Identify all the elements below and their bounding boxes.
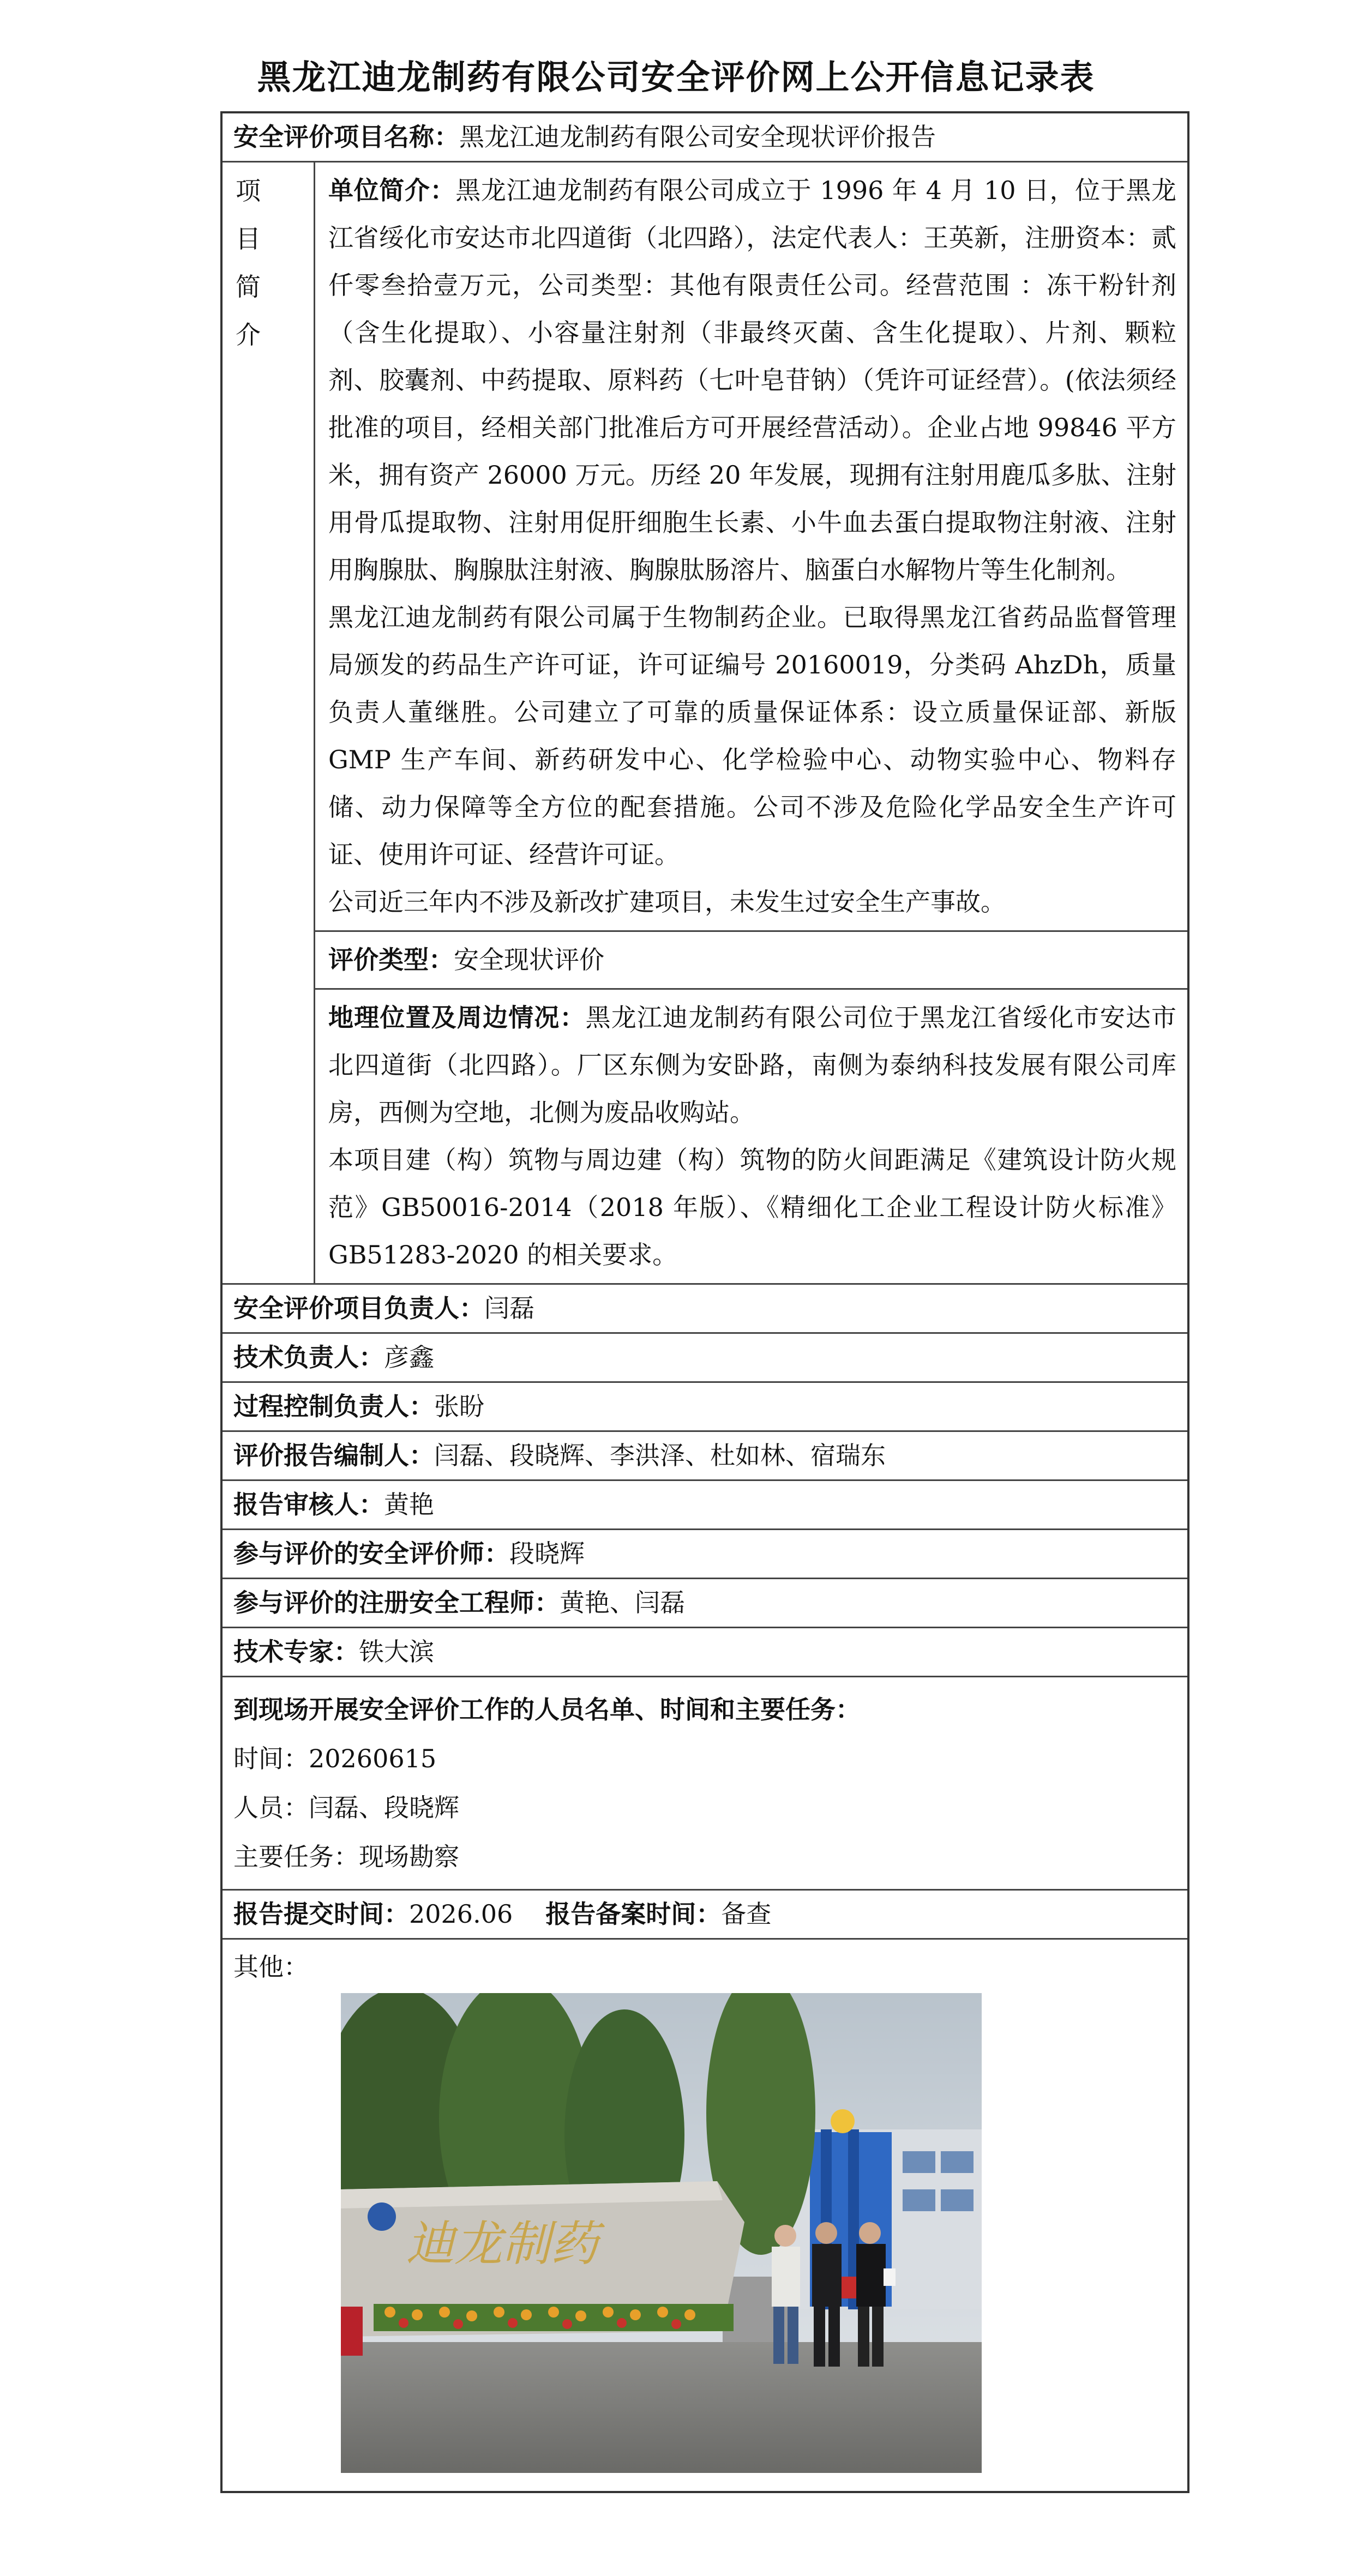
registered-engineer-row xyxy=(223,1579,1187,1628)
tech-leader-label: 技术负责人： xyxy=(233,1343,384,1372)
location-text-2: 本项目建（构）筑物与周边建（构）筑物的防火间距满足《建筑设计防火规范》GB50016-2014（2018 年版）、《精细化工企业工程设计防火标准》 GB51283-2020 的相关要求。 xyxy=(328,1145,1176,1269)
report-reviewer-value: 黄艳 xyxy=(384,1490,434,1519)
unit-intro-text-3: 公司近三年内不涉及新改扩建项目，未发生过安全生产事故。 xyxy=(328,887,1006,917)
unit-intro-label: 单位简介： xyxy=(328,176,456,205)
report-authors-row xyxy=(223,1432,1187,1481)
tech-expert-value: 铁大滨 xyxy=(359,1637,434,1666)
intro-side-label-1: 项 目 xyxy=(236,176,277,254)
onsite-staff: 人员：闫磊、段晓辉 xyxy=(233,1793,459,1822)
submit-time-value: 2026.06 xyxy=(409,1899,513,1929)
record-time-label: 报告备案时间： xyxy=(545,1899,722,1929)
onsite-work-cell xyxy=(223,1677,1187,1891)
location-cell xyxy=(315,990,1187,1283)
location-label: 地理位置及周边情况： xyxy=(328,1003,586,1032)
site-photo xyxy=(341,1993,982,2473)
project-name-label: 安全评价项目名称： xyxy=(233,122,459,152)
process-leader-label: 过程控制负责人： xyxy=(233,1392,434,1421)
project-leader-value: 闫磊 xyxy=(484,1293,534,1323)
safety-assessor-value: 段晓辉 xyxy=(509,1539,585,1568)
project-intro-section xyxy=(223,162,1187,1285)
other-cell xyxy=(223,1940,1187,2491)
project-name-value: 黑龙江迪龙制药有限公司安全现状评价报告 xyxy=(459,122,936,152)
report-authors-value: 闫磊、段晓辉、李洪泽、杜如林、宿瑞东 xyxy=(434,1441,886,1470)
project-leader-label: 安全评价项目负责人： xyxy=(233,1293,484,1323)
location-text-1: 黑龙江迪龙制药有限公司位于黑龙江省绥化市安达市北四道街（北四路）。厂区东侧为安卧路，南侧为泰纳科技发展有限公司库房，西侧为空地，北侧为废品收购站。 xyxy=(328,1003,1176,1127)
eval-type-value: 安全现状评价 xyxy=(454,945,604,974)
onsite-task: 主要任务：现场勘察 xyxy=(233,1842,459,1871)
unit-intro-text-2: 黑龙江迪龙制药有限公司属于生物制药企业。已取得黑龙江省药品监督管理局颁发的药品生产许可证，许可证编号 20160019，分类码 AhzDh，质量负责人董继胜。公司建立了可靠的质量保证体系：设立质量保证部、新版 GMP 生产车间、新药研发中心、化学检验中心、动物实验中心、物料存储、动力保障等全方位的配套措施。公司不涉及危险化学品安全生产许可证、使用许可证、经营许可证。 xyxy=(328,603,1176,869)
eval-type-cell xyxy=(315,932,1187,990)
project-name-row xyxy=(223,113,1187,162)
report-authors-label: 评价报告编制人： xyxy=(233,1441,434,1470)
unit-intro-cell xyxy=(315,162,1187,932)
unit-intro-text-1: 黑龙江迪龙制药有限公司成立于 1996 年 4 月 10 日，位于黑龙江省绥化市安达市北四道街（北四路），法定代表人：王英新，注册资本：贰仟零叁拾壹万元，公司类型：其他有限责任公司。经营范围 ：冻干粉针剂（含生化提取）、小容量注射剂（非最终灭菌、含生化提取）、片剂、颗粒剂、胶囊剂、中药提取、原料药（七叶皂苷钠）（凭许可证经营）。(依法须经批准的项目，经相关部门批准后方可开展经营活动）。企业占地 99846 平方米，拥有资产 26000 万元。历经 20 年发展，现拥有注射用鹿瓜多肽、注射用骨瓜提取物、注射用促肝细胞生长素、小牛血去蛋白提取物注射液、注射用胸腺肽、胸腺肽注射液、胸腺肽肠溶片、脑蛋白水解物片等生化制剂。 xyxy=(328,176,1176,585)
other-label: 其他： xyxy=(233,1952,309,1982)
report-reviewer-label: 报告审核人： xyxy=(233,1490,384,1519)
intro-side-label-2: 简 介 xyxy=(236,272,277,350)
tech-expert-row xyxy=(223,1628,1187,1677)
onsite-time: 时间：20260615 xyxy=(233,1744,437,1773)
project-intro-label xyxy=(223,162,315,1283)
record-time-value: 备查 xyxy=(721,1899,772,1929)
project-intro-content xyxy=(315,162,1187,1283)
report-reviewer-row xyxy=(223,1481,1187,1530)
sign-text: 迪龙制药 xyxy=(406,2216,599,2272)
tech-leader-value: 彦鑫 xyxy=(384,1343,434,1372)
tech-expert-label: 技术专家： xyxy=(233,1637,359,1666)
registered-engineer-value: 黄艳、闫磊 xyxy=(560,1588,685,1617)
site-photo-image xyxy=(341,1993,982,2473)
process-leader-value: 张盼 xyxy=(434,1392,484,1421)
page-title: 黑龙江迪龙制药有限公司安全评价网上公开信息记录表 xyxy=(257,57,1095,97)
record-table xyxy=(220,111,1189,2493)
safety-assessor-row xyxy=(223,1530,1187,1579)
process-leader-row xyxy=(223,1383,1187,1432)
registered-engineer-label: 参与评价的注册安全工程师： xyxy=(233,1588,560,1617)
eval-type-label: 评价类型： xyxy=(328,945,454,974)
tech-leader-row xyxy=(223,1334,1187,1383)
submit-time-row xyxy=(223,1891,1187,1940)
onsite-work-label: 到现场开展安全评价工作的人员名单、时间和主要任务： xyxy=(233,1695,861,1724)
submit-time-label: 报告提交时间： xyxy=(233,1899,409,1929)
safety-assessor-label: 参与评价的安全评价师： xyxy=(233,1539,509,1568)
project-leader-row xyxy=(223,1285,1187,1334)
